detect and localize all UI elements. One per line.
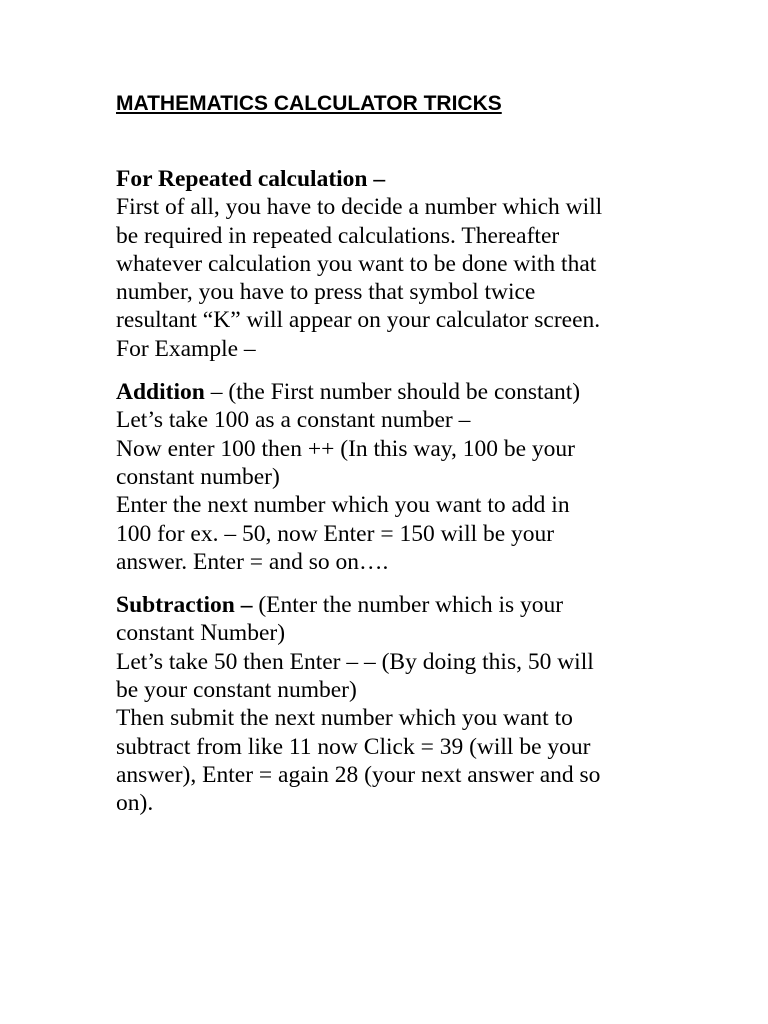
paragraph-line: First of all, you have to decide a number which will [116, 194, 603, 221]
paragraph-line: Enter the next number which you want to add in [116, 492, 570, 519]
section-subtraction [116, 591, 756, 817]
paragraph-line: subtract from like 11 now Click = 39 (will be your [116, 733, 591, 760]
section-heading-text: For Repeated calculation – [116, 166, 386, 192]
paragraph-line: answer), Enter = again 28 (your next answer and so [116, 761, 601, 788]
paragraph-line: answer. Enter = and so on…. [116, 548, 389, 575]
paragraph-line: constant number) [116, 463, 280, 490]
paragraph-line: Let’s take 100 as a constant number – [116, 407, 471, 434]
paragraph-line: Then submit the next number which you want to [116, 705, 573, 732]
paragraph-line: whatever calculation you want to be done with that [116, 250, 597, 277]
section-heading-line [116, 591, 756, 619]
section-heading-rest: – (the First number should be constant) [204, 379, 581, 406]
paragraph-line: Let’s take 50 then Enter – – (By doing this, 50 will [116, 648, 594, 675]
paragraph-line: resultant “K” will appear on your calculator screen. [116, 307, 601, 334]
paragraph-line: be your constant number) [116, 677, 357, 704]
paragraph-line: For Example – [116, 335, 256, 362]
section-heading-text: Addition [116, 379, 205, 406]
paragraph-line: on). [116, 790, 154, 817]
document-body [116, 165, 756, 818]
section-gap [116, 576, 756, 591]
paragraph-line: be required in repeated calculations. Thereafter [116, 222, 560, 249]
paragraph-line: 100 for ex. – 50, now Enter = 150 will be your [116, 520, 555, 547]
section-addition [116, 378, 756, 576]
paragraph-line: number, you have to press that symbol twice [116, 279, 536, 306]
section-heading [116, 165, 756, 193]
section-heading-line [116, 378, 756, 406]
document-title: MATHEMATICS CALCULATOR TRICKS [116, 92, 502, 115]
section-gap [116, 363, 756, 378]
section-repeated-calculation [116, 165, 756, 363]
paragraph-line: Now enter 100 then ++ (In this way, 100 be your [116, 435, 575, 462]
paragraph-line: constant Number) [116, 620, 286, 647]
section-heading-rest: (Enter the number which is your [252, 592, 564, 619]
section-heading-text: Subtraction – [116, 592, 253, 619]
